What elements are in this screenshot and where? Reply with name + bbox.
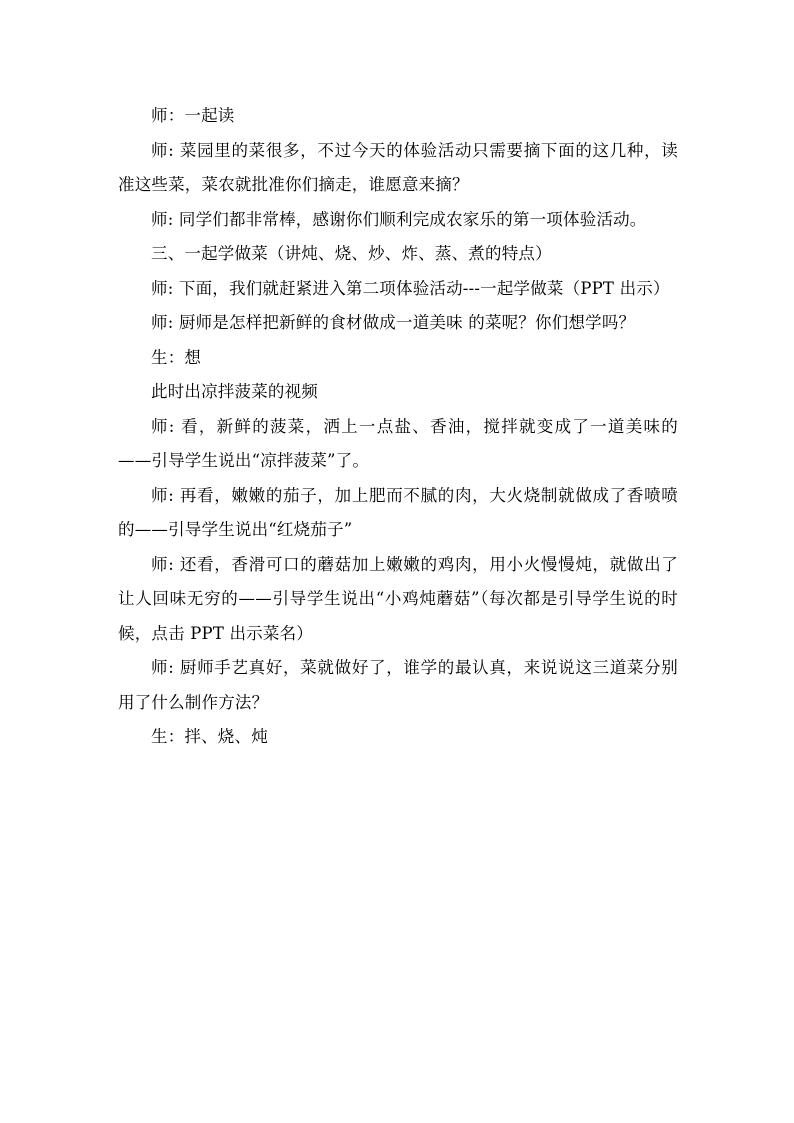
paragraph-teacher-vegetable-garden: 师: 菜园里的菜很多，不过今天的体验活动只需要摘下面的这几种，读准这些菜，菜农就批准你们摘走，谁愿意来摘？ xyxy=(118,140,678,194)
paragraph-teacher-praise: 师: 同学们都非常棒，感谢你们顺利完成农家乐的第一项体验活动。 xyxy=(151,209,647,229)
paragraph-teacher-eggplant: 师: 再看，嫩嫩的茄子，加上肥而不腻的肉，大火烧制就做成了香喷喷的——引导学生说出“红烧茄子” xyxy=(118,485,678,539)
paragraph-teacher-second-activity: 师: 下面，我们就赶紧进入第二项体验活动---一起学做菜（PPT 出示） xyxy=(151,278,670,298)
paragraph-teacher-spinach: 师: 看，新鲜的菠菜，洒上一点盐、香油，搅拌就变成了一道美味的——引导学生说出“凉拌菠菜”了。 xyxy=(118,416,678,470)
section-heading-cooking: 三、一起学做菜（讲炖、烧、炒、炸、蒸、煮的特点） xyxy=(151,244,552,263)
document-body xyxy=(118,99,678,755)
paragraph-student-answer-want: 生：想 xyxy=(151,347,202,367)
paragraph-teacher-chicken-mushroom: 师: 还看，香滑可口的蘑菇加上嫩嫩的鸡肉，用小火慢慢炖，就做出了让人回味无穷的——引导学生说出“小鸡炖蘑菇”（每次都是引导学生说的时候，点击 PPT 出示菜名） xyxy=(118,554,678,643)
paragraph-teacher-read-together: 师：一起读 xyxy=(151,106,235,125)
paragraph-student-methods-answer: 生：拌、烧、炖 xyxy=(151,727,268,746)
paragraph-teacher-chef-question: 师: 厨师是怎样把新鲜的食材做成一道美味 的菜呢？你们想学吗？ xyxy=(151,313,636,332)
paragraph-teacher-cooking-methods: 师: 厨师手艺真好，菜就做好了，谁学的最认真，来说说这三道菜分别用了什么制作方法？ xyxy=(118,658,678,712)
paragraph-spinach-video: 此时出凉拌菠菜的视频 xyxy=(151,382,318,401)
